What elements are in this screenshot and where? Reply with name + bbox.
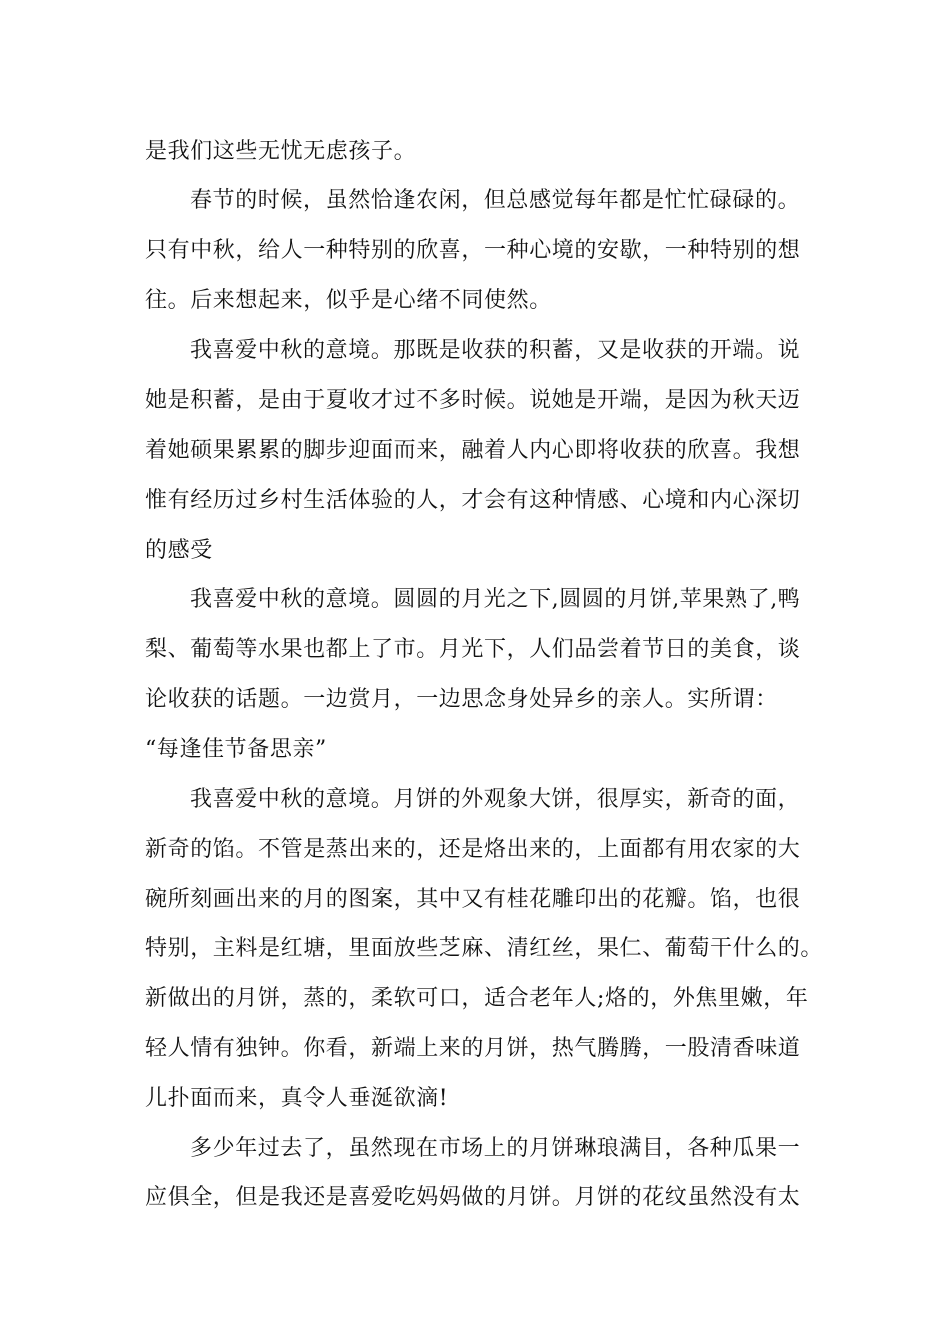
text-line: 我喜爱中秋的意境。圆圆的月光之下,圆圆的月饼,苹果熟了,鸭 (190, 587, 801, 612)
text-line: 春节的时候，虽然恰逢农闲，但总感觉每年都是忙忙碌碌的。 (190, 188, 801, 213)
text-line: 只有中秋，给人一种特别的欣喜，一种心境的安歇，一种特别的想 (145, 238, 801, 263)
text-line: “每逢佳节备思亲” (145, 737, 327, 762)
text-line: 梨、葡萄等水果也都上了市。月光下，人们品尝着节日的美食，谈 (145, 637, 801, 662)
text-line: 的感受 (145, 538, 213, 563)
text-line: 是我们这些无忧无虑孩子。 (145, 139, 417, 164)
text-line: 儿扑面而来，真令人垂涎欲滴! (145, 1086, 449, 1111)
text-line: 新做出的月饼，蒸的，柔软可口，适合老年人;烙的，外焦里嫩，年 (145, 986, 809, 1011)
text-line: 着她硕果累累的脚步迎面而来，融着人内心即将收获的欣喜。我想 (145, 438, 801, 463)
text-line: 我喜爱中秋的意境。月饼的外观象大饼，很厚实，新奇的面， (190, 787, 801, 812)
text-line: 我喜爱中秋的意境。那既是收获的积蓄，又是收获的开端。说 (190, 338, 801, 363)
text-line: 多少年过去了，虽然现在市场上的月饼琳琅满目，各种瓜果一 (190, 1136, 801, 1161)
text-line: 往。后来想起来，似乎是心绪不同使然。 (145, 288, 552, 313)
text-line: 特别，主料是红塘，里面放些芝麻、清红丝，果仁、葡萄干什么的。 (145, 936, 824, 961)
text-line: 应俱全，但是我还是喜爱吃妈妈做的月饼。月饼的花纹虽然没有太 (145, 1185, 801, 1210)
text-line: 新奇的馅。不管是蒸出来的，还是烙出来的，上面都有用农家的大 (145, 837, 801, 862)
text-line: 论收获的话题。一边赏月，一边思念身处异乡的亲人。实所谓： (145, 687, 778, 712)
text-line: 惟有经历过乡村生活体验的人，才会有这种情感、心境和内心深切 (145, 488, 801, 513)
text-line: 她是积蓄，是由于夏收才过不多时候。说她是开端，是因为秋天迈 (145, 388, 801, 413)
text-line: 碗所刻画出来的月的图案，其中又有桂花雕印出的花瓣。馅，也很 (145, 887, 801, 912)
text-line: 轻人情有独钟。你看，新端上来的月饼，热气腾腾，一股清香味道 (145, 1036, 801, 1061)
